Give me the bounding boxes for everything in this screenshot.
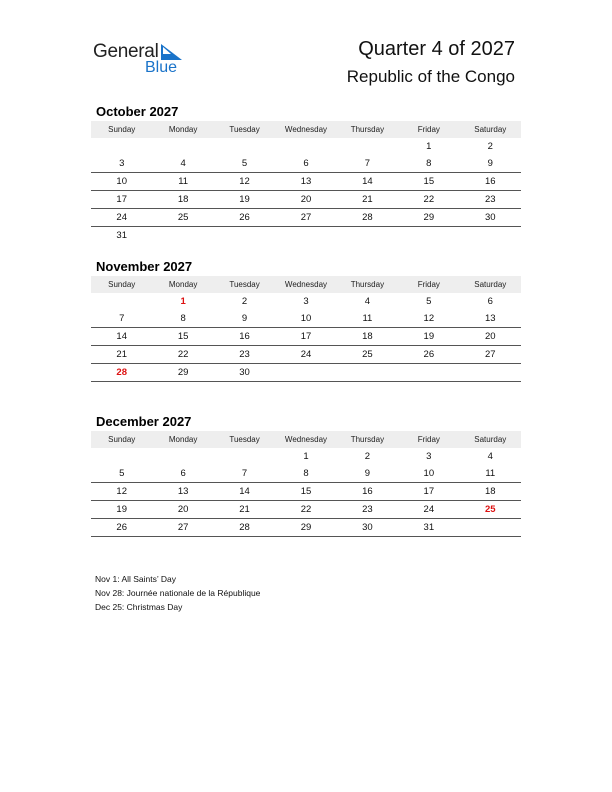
- day-cell: 1: [303, 451, 309, 462]
- day-cell: 30: [337, 519, 398, 537]
- weekday-header: Sunday: [91, 121, 152, 138]
- day-cell: 23: [214, 346, 275, 364]
- day-cell: 16: [337, 483, 398, 501]
- logo-triangle-icon: [161, 44, 183, 60]
- month-grid: [91, 121, 521, 244]
- day-cell: 11: [460, 465, 521, 483]
- weekday-header: Wednesday: [275, 431, 336, 448]
- day-cell: 13: [460, 310, 521, 328]
- day-cell: 27: [275, 209, 336, 227]
- day-cell: 18: [337, 328, 398, 346]
- empty-day-cell: [398, 227, 459, 245]
- day-cell: 2: [241, 296, 248, 307]
- empty-day-cell: [460, 519, 521, 537]
- logo-general-text: General: [93, 41, 159, 62]
- day-cell: 21: [214, 501, 275, 519]
- day-cell: 30: [214, 364, 275, 382]
- weekday-header: Saturday: [460, 431, 521, 448]
- day-cell: 18: [152, 191, 213, 209]
- day-cell: 11: [337, 310, 398, 328]
- page-title: Quarter 4 of 2027: [358, 38, 515, 60]
- month-title: December 2027: [96, 414, 192, 429]
- day-cell: 3: [426, 451, 432, 462]
- day-cell: 19: [214, 191, 275, 209]
- day-cell: 16: [214, 328, 275, 346]
- day-cell: 17: [398, 483, 459, 501]
- empty-day-cell: [152, 138, 213, 155]
- page-subtitle: Republic of the Congo: [346, 67, 515, 86]
- day-cell: 27: [460, 346, 521, 364]
- weekday-header-row: [91, 121, 521, 138]
- day-cell: 15: [152, 328, 213, 346]
- day-cell: 8: [152, 310, 213, 328]
- week-row: [91, 191, 521, 209]
- day-cell: 4: [152, 155, 213, 173]
- holiday-note: Nov 1: All Saints’ Day: [95, 574, 176, 584]
- week-row: [91, 483, 521, 501]
- week-row: [91, 293, 521, 310]
- weekday-header: Tuesday: [214, 431, 275, 448]
- day-cell: 12: [91, 483, 152, 501]
- weekday-header: Wednesday: [275, 121, 336, 138]
- day-cell: 7: [91, 310, 152, 328]
- empty-day-cell: [214, 227, 275, 245]
- weekday-header: Sunday: [91, 431, 152, 448]
- week-row: [91, 364, 521, 382]
- holiday-note: Dec 25: Christmas Day: [95, 602, 183, 612]
- day-cell: 14: [337, 173, 398, 191]
- day-cell: 1: [426, 141, 432, 152]
- empty-day-cell: [152, 227, 213, 245]
- day-cell: 16: [460, 173, 521, 191]
- day-cell: 29: [398, 209, 459, 227]
- day-cell: 27: [152, 519, 213, 537]
- weekday-header: Tuesday: [214, 121, 275, 138]
- weekday-header: Monday: [152, 431, 213, 448]
- day-cell: 4: [364, 296, 371, 307]
- day-cell: 31: [398, 519, 459, 537]
- weekday-header: Sunday: [91, 276, 152, 293]
- weekday-header: Friday: [398, 121, 459, 138]
- day-cell: 20: [152, 501, 213, 519]
- day-cell: 23: [337, 501, 398, 519]
- day-cell: 26: [214, 209, 275, 227]
- day-cell: 2: [364, 451, 371, 462]
- day-cell: 31: [116, 230, 127, 241]
- day-cell: 22: [152, 346, 213, 364]
- week-row: [91, 328, 521, 346]
- day-cell: 26: [91, 519, 152, 537]
- day-cell: 5: [214, 155, 275, 173]
- empty-day-cell: [398, 364, 459, 382]
- day-cell: 9: [460, 155, 521, 173]
- day-cell: 8: [398, 155, 459, 173]
- day-cell: 2: [487, 141, 493, 152]
- week-row: [91, 519, 521, 537]
- weekday-header-row: [91, 276, 521, 293]
- day-cell: 10: [91, 173, 152, 191]
- day-cell: 11: [152, 173, 213, 191]
- day-cell: 21: [337, 191, 398, 209]
- week-row: [91, 465, 521, 483]
- day-cell: 10: [398, 465, 459, 483]
- day-cell: 24: [91, 209, 152, 227]
- week-row: [91, 448, 521, 465]
- empty-day-cell: [91, 138, 152, 155]
- day-cell: 20: [275, 191, 336, 209]
- day-cell: 7: [214, 465, 275, 483]
- empty-day-cell: [337, 138, 398, 155]
- empty-day-cell: [460, 364, 521, 382]
- day-cell: 14: [91, 328, 152, 346]
- empty-day-cell: [337, 364, 398, 382]
- day-cell: 24: [275, 346, 336, 364]
- day-cell: 22: [398, 191, 459, 209]
- day-cell: 6: [275, 155, 336, 173]
- day-cell: 19: [91, 501, 152, 519]
- day-cell: 5: [426, 296, 432, 307]
- week-row: [91, 227, 521, 245]
- month-calendar: [91, 103, 521, 244]
- weekday-header: Saturday: [460, 121, 521, 138]
- empty-day-cell: [91, 448, 152, 465]
- day-cell: 25: [460, 501, 521, 519]
- day-cell: 19: [398, 328, 459, 346]
- day-cell: 22: [275, 501, 336, 519]
- weekday-header: Friday: [398, 431, 459, 448]
- week-row: [91, 155, 521, 173]
- holiday-notes: [95, 572, 260, 614]
- weekday-header: Monday: [152, 276, 213, 293]
- day-cell: 13: [152, 483, 213, 501]
- day-cell: 9: [214, 310, 275, 328]
- empty-day-cell: [275, 364, 336, 382]
- day-cell: 28: [91, 364, 152, 382]
- day-cell: 25: [337, 346, 398, 364]
- month-calendar: [91, 413, 521, 537]
- empty-day-cell: [91, 293, 152, 310]
- empty-day-cell: [214, 138, 275, 155]
- day-cell: 1: [180, 296, 186, 307]
- empty-day-cell: [152, 448, 213, 465]
- day-cell: 12: [214, 173, 275, 191]
- day-cell: 4: [487, 451, 493, 462]
- week-row: [91, 209, 521, 227]
- weekday-header: Wednesday: [275, 276, 336, 293]
- day-cell: 6: [487, 296, 493, 307]
- day-cell: 10: [275, 310, 336, 328]
- empty-day-cell: [275, 227, 336, 245]
- day-cell: 15: [275, 483, 336, 501]
- weekday-header: Thursday: [337, 121, 398, 138]
- week-row: [91, 501, 521, 519]
- day-cell: 17: [91, 191, 152, 209]
- day-cell: 23: [460, 191, 521, 209]
- day-cell: 3: [303, 296, 309, 307]
- day-cell: 20: [460, 328, 521, 346]
- day-cell: 14: [214, 483, 275, 501]
- month-calendar: [91, 258, 521, 382]
- weekday-header: Thursday: [337, 431, 398, 448]
- weekday-header: Friday: [398, 276, 459, 293]
- day-cell: 18: [460, 483, 521, 501]
- day-cell: 28: [214, 519, 275, 537]
- logo: [93, 40, 193, 80]
- day-cell: 15: [398, 173, 459, 191]
- day-cell: 9: [337, 465, 398, 483]
- day-cell: 29: [275, 519, 336, 537]
- empty-day-cell: [337, 227, 398, 245]
- month-title: October 2027: [96, 104, 179, 119]
- empty-day-cell: [460, 227, 521, 245]
- weekday-header-row: [91, 431, 521, 448]
- day-cell: 8: [275, 465, 336, 483]
- day-cell: 25: [152, 209, 213, 227]
- day-cell: 6: [152, 465, 213, 483]
- day-cell: 5: [91, 465, 152, 483]
- empty-day-cell: [275, 138, 336, 155]
- holiday-note: Nov 28: Journée nationale de la République: [95, 588, 261, 598]
- day-cell: 24: [398, 501, 459, 519]
- day-cell: 12: [398, 310, 459, 328]
- weekday-header: Tuesday: [214, 276, 275, 293]
- week-row: [91, 138, 521, 155]
- week-row: [91, 346, 521, 364]
- weekday-header: Monday: [152, 121, 213, 138]
- day-cell: 26: [398, 346, 459, 364]
- day-cell: 30: [460, 209, 521, 227]
- day-cell: 3: [91, 155, 152, 173]
- day-cell: 28: [337, 209, 398, 227]
- logo-blue-text: Blue: [145, 59, 178, 76]
- day-cell: 13: [275, 173, 336, 191]
- week-row: [91, 173, 521, 191]
- day-cell: 21: [91, 346, 152, 364]
- week-row: [91, 310, 521, 328]
- day-cell: 29: [152, 364, 213, 382]
- weekday-header: Thursday: [337, 276, 398, 293]
- empty-day-cell: [214, 448, 275, 465]
- month-grid: [91, 431, 521, 537]
- weekday-header: Saturday: [460, 276, 521, 293]
- day-cell: 17: [275, 328, 336, 346]
- month-grid: [91, 276, 521, 382]
- day-cell: 7: [337, 155, 398, 173]
- month-title: November 2027: [96, 259, 193, 274]
